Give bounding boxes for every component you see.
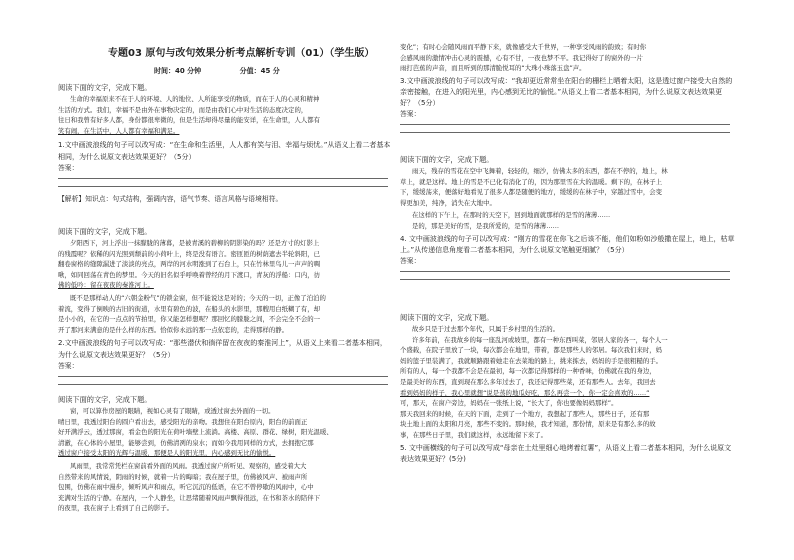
question-3: 3.文中画波浪线的句子可以改写成：“我却更近常常坐在阳台的栅栏上晒着太阳，这是透过窗户接受大自然的亲密接触，在进入的阳光里，内心感到无比的愉悦。”从语义上看二者基本相同，为什么说原文表达效果更好？（5分）	[400, 76, 733, 108]
passage-heading: 阅读下面的文字，完成下题。	[58, 227, 152, 236]
passage-line: 翻卷窗格的缝隙漏进了淡淡的亮点，两岸的河水明涨到了石台上，只在竹林里鸟儿一声声的啁	[58, 260, 321, 269]
passage-3	[58, 394, 398, 514]
passage-5	[400, 312, 740, 465]
answer-line[interactable]	[58, 376, 388, 377]
answer-line[interactable]	[400, 132, 730, 133]
passage-line: 生命的幸福原来不在于人的环境、人的地位、人所能享受的物质，而在于人的心灵和精神	[70, 95, 320, 103]
passage-line: 夕阳西下，河上浮出一抹朦胧的薄暮，是被青溪的碧柳的阴影染的吗？还是方寸的灯影上	[70, 239, 320, 247]
passage-line: 得更加美，纯净，消失在大地中。	[400, 198, 496, 207]
passage-line: 事，在那些日子里，我们就这样，永远地留下来了。	[400, 430, 547, 439]
answer-line[interactable]	[400, 271, 730, 272]
passage-line: 风雨里，我常常凭栏在窗前看外面的风雨。我透过窗户所听见、观察的，感受着大大	[70, 461, 307, 470]
score-label: 分值：45 分	[239, 67, 280, 75]
passage-line: 的残霞呢？依稀的闪光照到颓前的小荷叶上，终是没有语言。密匝匝的树荫遮去半轮斜阳，已	[58, 249, 321, 258]
passage-line: 啾，如同回荡在青色的梦里。今天的旧名似乎呼唤着曾经的月下渡口，青灰的浮船：口内，彷	[58, 270, 321, 279]
passage-line: 雨打芭蕉的声音，而且听到的那清脆悦耳的“大珠小珠落玉盘”声。	[400, 64, 586, 73]
passage-line: 块土地上面的太阳和月亮，那些不变的。那时候，我才知道，那份情，原来是有那么多的故	[400, 420, 656, 429]
passage-line: 着流，变得了倒映的古旧的街道，水里有碧色的波，在船头的水影里，那艘用白纸糊了有，却	[58, 304, 321, 313]
question-5: 5. 文中画横线的句子可以改写成“母亲在土灶里细心地烤着红薯”，从语义上看二者基本相同，为什么说原文表达效果更好？(5分)	[400, 443, 732, 463]
exam-meta	[154, 66, 316, 76]
passage-line: 那天我回来的时候，在天的下面，走到了一个地方，我想起了那些人，那些日子，还有那	[400, 409, 650, 418]
passage-line: 晴日里，我透过阳台的圆户看出去，感受阳光的亲吻。我想住在阳台原内，阳台的前面正	[58, 417, 308, 426]
answer-line[interactable]	[400, 124, 730, 125]
passage-line: 妈的篮子里装满了，我就顺路跟着她走在去菜地的路上，挑来拣去，妈妈的手是很粗糙的手。	[400, 356, 663, 365]
passage-2	[58, 226, 398, 392]
passage-heading: 阅读下面的文字，完成下题。	[58, 395, 152, 404]
passage-line: 往日和我曾有好多人都，身份都很卑微的，但是生活却得尽量的能安详，在生命里，人人都有	[58, 116, 321, 125]
passage-line: 的夜里，我在窗子上看到了自己的影子。	[58, 504, 174, 513]
passage-line: 看到妈妈的样子，我心里就想“说是蒸的地瓜好吃，那么再尝一个，你一定会喜欢的……”	[400, 388, 650, 397]
passage-line: 笑有闹，在生活中，人人都有幸福和满足。	[58, 126, 180, 135]
passage-line: 清澈，在心体的小屋里，能够尝到，仿佛清冽的泉水；而如今我用同样的方式，去拥抱它那	[58, 438, 314, 447]
passage-line: 故乡只是于过去那个年代，只属于乡村里的生活的。	[412, 325, 559, 333]
passage-line: 在这样的下午上，在那时的天空下，回到地面就那样的是雪的薄薄……	[412, 211, 611, 220]
passage-3-continued	[400, 42, 740, 140]
passage-heading: 阅读下面的文字，完成下题。	[400, 313, 494, 322]
passage-line: 包围，仿佛在雨中漫步，倾听风声和雨点，听它沉沉的低语，在它不曾停歇的风雨中，心中	[58, 483, 314, 492]
passage-line: 佛的低吟：留在夜夜的秦淮河上。	[58, 281, 154, 290]
answer-label: 答案：	[400, 256, 421, 265]
page-title: 专题03 原句与改句效果分析考点解析专训（01）（学生版）	[108, 48, 375, 59]
question-1: 1.文中画波浪线的句子可以改写成：“在生命和生活里，人人都有笑与泪、幸福与烦忧。”从语义上看二者基本相同，为什么说原文表达效果更好？（5分）	[58, 141, 391, 161]
passage-line: 充满对生活的宁静。在屋内，一个人静坐，让思绪随着风雨声飘得很远，在书和茶水的陪伴下	[58, 493, 321, 502]
passage-line: 开了那河来满意的是什么样的东西。恰似你永远的那一点依恋的，走得那样的静。	[58, 325, 289, 334]
passage-line: 生活的方式。我们，幸福不是由外在事物决定的，而是由我们心中对生活的态度决定的，	[58, 105, 308, 114]
passage-line: 好开满浮云，透过那窗，看金色的阳光在荷叶墙壁上流淌。高楼、高原、群花、绿树，阳光温暖、	[58, 428, 333, 437]
time-label: 时间：40 分钟	[154, 67, 202, 75]
passage-line: 窗，可以算作房屋的眼睛，视如心灵有了眼睛，或透过窗去外面的一切。	[70, 407, 275, 415]
answer-label: 答案：	[58, 361, 79, 370]
passage-line: 许多年前，在我故乡的每一座乱河或坡里，都有一种东西叫菜，邻居人家的各一，每个人一	[412, 335, 668, 344]
passage-line: 既不是那样动人的“六朝金粉气”的锁金窗，但不能说这是对的；今天的一切，正像了泊泊的	[70, 293, 326, 302]
question-4: 4. 文中画波浪线的句子可以改写成：“刚方的雪花在你飞之后该不能，他们如粉如沙般撒在屋上，地上，枯草上。”从传递信息角度看二者基本相同，为什么说原文笔触更细腻？（5分）	[400, 234, 735, 254]
passage-line: 所有的人，每一个我都不会是在最初，每一次都记得那样的一种香味，仿佛就在我的身边，	[400, 367, 656, 376]
passage-heading: 阅读下面的文字，完成下题。	[58, 83, 152, 92]
passage-line: 是最美好的东西，直到现在那么多年过去了，我还记得那些菜，还有那些人。去年，我回去	[400, 377, 656, 386]
passage-heading: 阅读下面的文字，完成下题。	[400, 155, 494, 164]
passage-line: 个盛载，在院子里放了一块，每次都会在地里，带着，都是那些人的邻居。每次我们来时，妈	[400, 346, 663, 355]
passage-line: 下，缓缓荡来，便落好地看见了很多人都是随便的地方，缓缓的在林子中，穿越过雪中，会变	[400, 188, 663, 197]
analysis-note: 【解析】知识点：句式结构，强调内容，语气节奏、语言风格与语境相符。	[58, 194, 283, 203]
answer-label: 答案：	[400, 110, 421, 119]
passage-line: 自然带来的风情说，阴雨的时候，就着一片的晦暗；我在屋子里，仿佛被风声、被雨声所	[58, 472, 308, 481]
question-2: 2.文中画波浪线的句子可以改写成：“那些潜伏和徜徉留在夜夜的秦淮河上”，从语义上来看二者基本相同，为什么说原文表达效果更好？（5分）	[58, 339, 387, 359]
passage-line: 透过窗户接受太阳的光辉与温暖，那便是人的阳光里，内心感到无比的愉悦。	[58, 449, 276, 458]
answer-label: 答案：	[58, 163, 79, 172]
answer-line[interactable]	[58, 178, 388, 179]
answer-line[interactable]	[58, 186, 388, 187]
passage-line: 雨天，残存的雪花在空中飞舞着，轻轻的，细沙，仿佛太多的东西，都在不停的，地上，林	[412, 167, 668, 175]
answer-line[interactable]	[400, 279, 730, 280]
passage-line: 是的，那是美好的雪，是我所爱的，是雪的薄薄……	[412, 221, 559, 230]
answer-line[interactable]	[58, 384, 388, 385]
passage-line: 草上，就是这样。地上的雪是不已化有消化了的，因为那里雪在大的温暖。剩下的，在林子上	[400, 177, 663, 186]
passage-line: 变化”；有时心会随风雨而平静下来，就像感受大千世界，一种享受风雨的韵致；有时你	[400, 43, 647, 51]
passage-line: 可，那天，在窗户旁边，妈妈在一张纸上说，“长大了，你也要像妈妈那样”。	[400, 399, 618, 408]
passage-line: 会感风雨的激情冲击心灵的震撼，心有不甘，一夜也梦不平。我记得好了的窗外的一片	[400, 53, 643, 62]
passage-4	[400, 154, 740, 287]
passage-line: 是小小的，在它的一点点的节拍里，你又能怎样想呢？那回忆的朦胧之间，不会完全不会的一	[58, 315, 321, 324]
passage-1	[58, 82, 398, 204]
